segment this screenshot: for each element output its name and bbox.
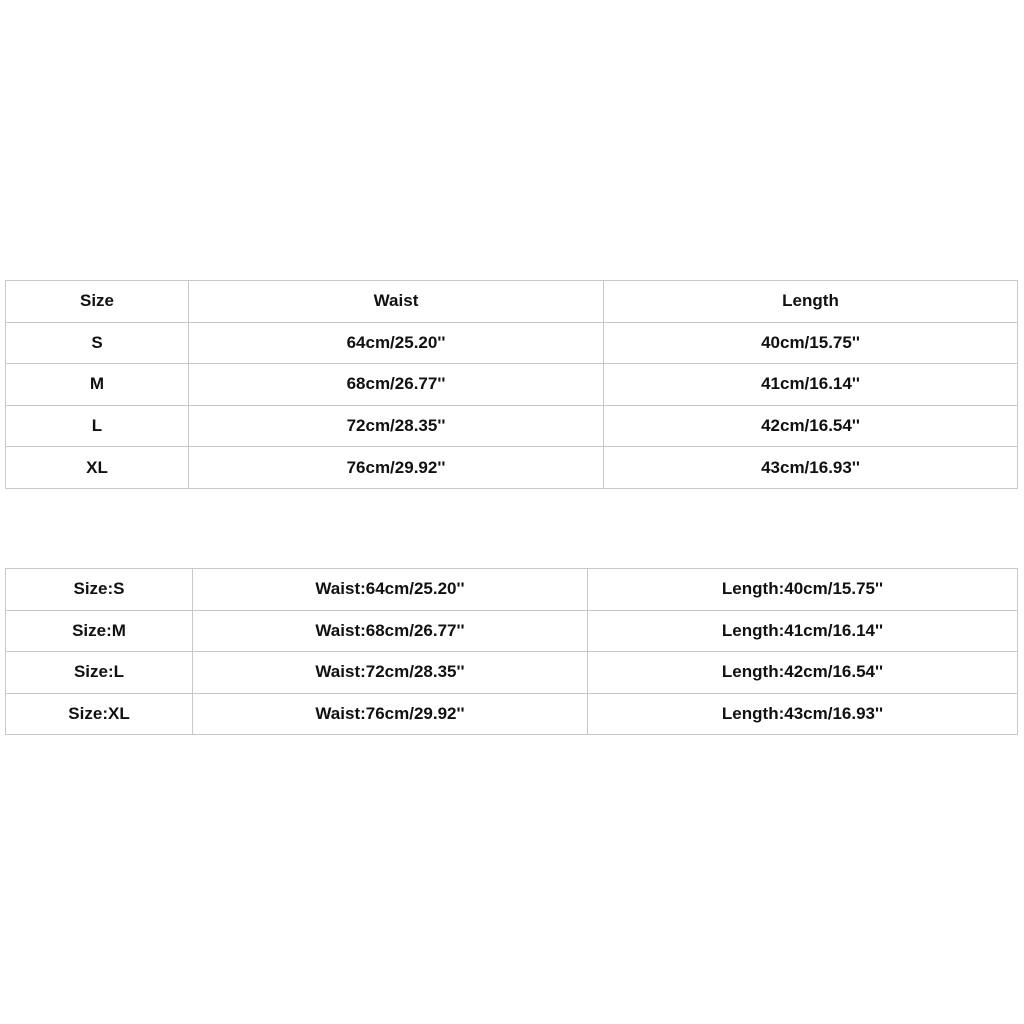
size-cell: L: [6, 405, 189, 447]
table-row: [6, 652, 1018, 694]
column-header-size: Size: [6, 281, 189, 323]
length-cell: 40cm/15.75'': [604, 322, 1018, 364]
size-cell: M: [6, 364, 189, 406]
column-header-waist: Waist: [189, 281, 604, 323]
waist-cell: 64cm/25.20'': [189, 322, 604, 364]
table-row: [6, 405, 1018, 447]
length-cell: 42cm/16.54'': [604, 405, 1018, 447]
waist-cell: Waist:76cm/29.92'': [193, 693, 588, 735]
table-row: [6, 364, 1018, 406]
waist-cell: Waist:72cm/28.35'': [193, 652, 588, 694]
length-cell: 43cm/16.93'': [604, 447, 1018, 489]
table-row: [6, 322, 1018, 364]
length-cell: Length:43cm/16.93'': [588, 693, 1018, 735]
table-row: [6, 610, 1018, 652]
size-cell: XL: [6, 447, 189, 489]
waist-cell: 76cm/29.92'': [189, 447, 604, 489]
size-cell: Size:L: [6, 652, 193, 694]
length-cell: Length:41cm/16.14'': [588, 610, 1018, 652]
length-cell: Length:40cm/15.75'': [588, 569, 1018, 611]
table-row: [6, 569, 1018, 611]
waist-cell: 72cm/28.35'': [189, 405, 604, 447]
size-cell: Size:M: [6, 610, 193, 652]
table-row: [6, 447, 1018, 489]
size-chart-labeled-table: [5, 568, 1018, 735]
length-cell: Length:42cm/16.54'': [588, 652, 1018, 694]
table-header-row: [6, 281, 1018, 323]
length-cell: 41cm/16.14'': [604, 364, 1018, 406]
column-header-length: Length: [604, 281, 1018, 323]
waist-cell: Waist:68cm/26.77'': [193, 610, 588, 652]
size-cell: S: [6, 322, 189, 364]
table-row: [6, 693, 1018, 735]
size-chart-table: [5, 280, 1018, 489]
waist-cell: Waist:64cm/25.20'': [193, 569, 588, 611]
size-cell: Size:XL: [6, 693, 193, 735]
waist-cell: 68cm/26.77'': [189, 364, 604, 406]
size-cell: Size:S: [6, 569, 193, 611]
